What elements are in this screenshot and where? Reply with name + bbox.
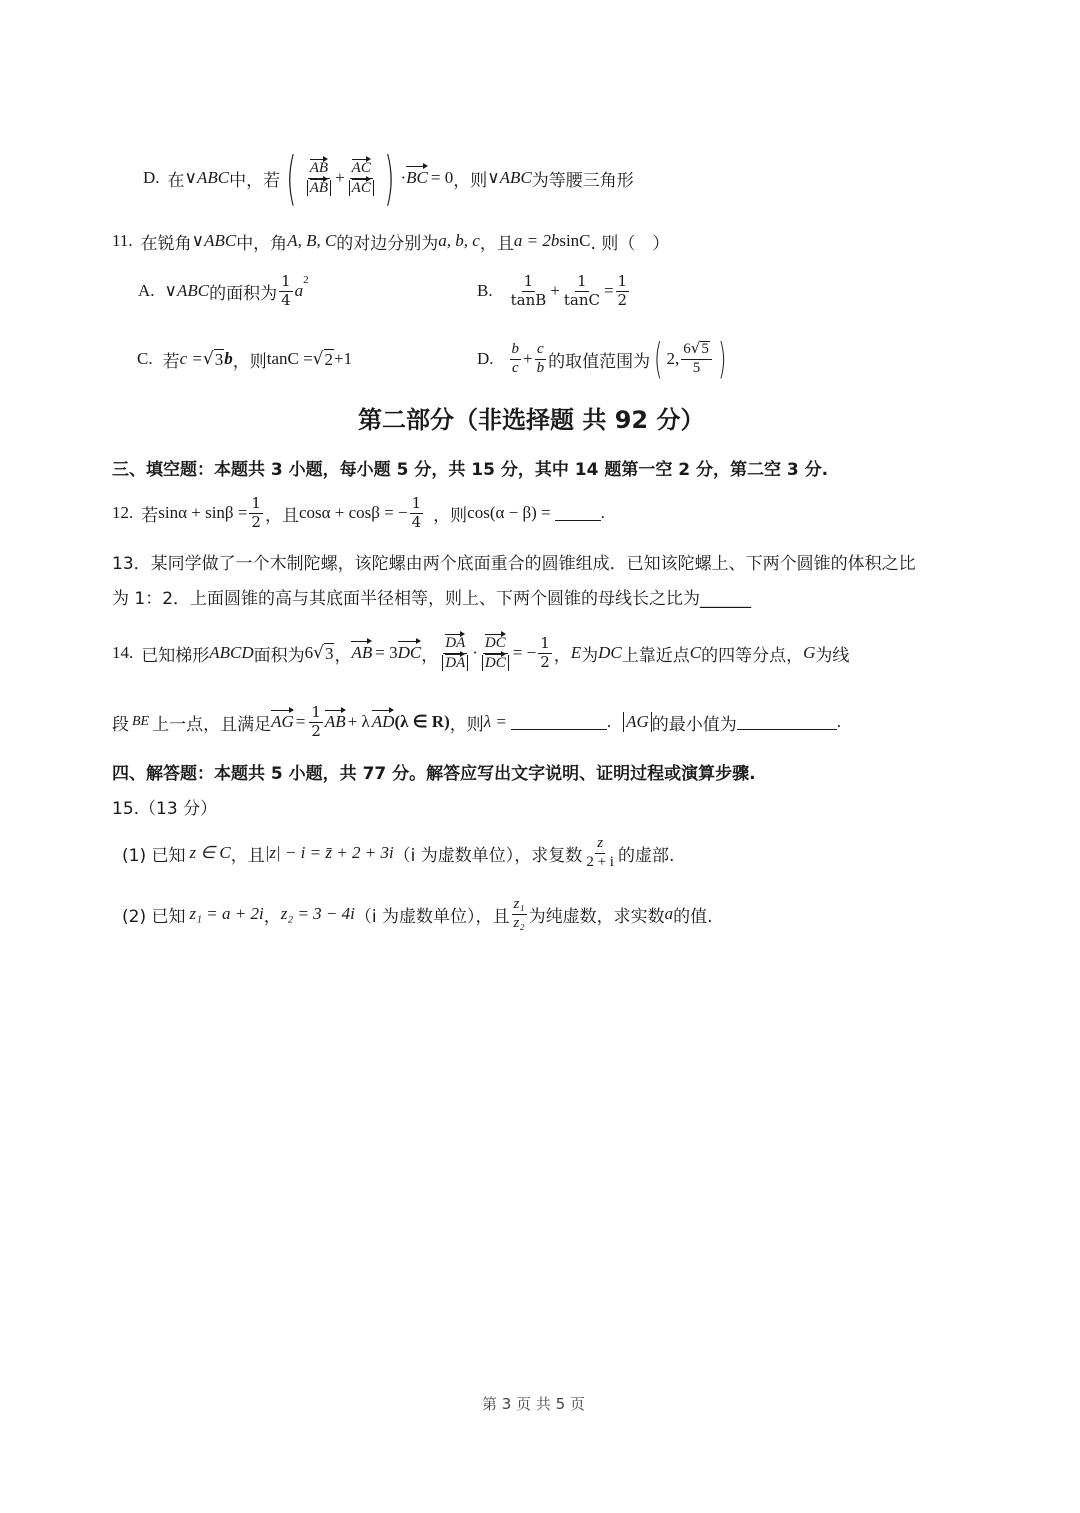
- fraction-ab: [305, 160, 333, 197]
- denominator: tanC: [563, 290, 600, 309]
- q11-option-d: [477, 330, 730, 388]
- numerator: 1: [411, 493, 422, 512]
- text: 为: [581, 645, 599, 666]
- q15-part2: [122, 890, 713, 938]
- text: （i 为虚数单位），且: [354, 906, 510, 927]
- numerator: 1: [281, 271, 291, 290]
- q11-option-a: [138, 268, 309, 314]
- vector-ag: AG: [271, 712, 294, 731]
- denominator: 5: [692, 360, 701, 376]
- equals: =: [295, 712, 306, 731]
- part-label: (1) 已知: [122, 845, 186, 866]
- q13-line2: 为 1：2．上面圆锥的高与其底面半径相等，则上、下两个圆锥的母线长之比为______: [112, 588, 752, 609]
- z-in-c: z ∈ C: [189, 843, 231, 862]
- denominator: c: [511, 359, 519, 376]
- text: 若: [162, 351, 180, 372]
- text: . 则（ ）: [590, 233, 670, 254]
- fraction-z1-z2: [512, 897, 527, 932]
- interval-start: 2,: [666, 349, 680, 368]
- q11-stem: [112, 228, 669, 254]
- triangle-symbol: ∨: [184, 168, 197, 187]
- radicand: 3: [324, 643, 334, 663]
- plus: +: [550, 281, 560, 300]
- denominator: b: [536, 359, 545, 376]
- vector-dc: DC: [397, 643, 422, 662]
- numerator: 1: [251, 493, 261, 512]
- point-e: E: [570, 643, 582, 662]
- text: ，且: [264, 505, 299, 526]
- option-label: D.: [143, 168, 160, 187]
- fraction-1-tanb: [509, 271, 549, 309]
- option-label: A.: [138, 281, 155, 300]
- comma: ，: [334, 645, 352, 666]
- vector-bc: BC: [406, 168, 428, 187]
- q12: [112, 490, 605, 536]
- q14-line1: [112, 623, 849, 683]
- plus-lambda: + λ: [347, 712, 370, 731]
- equation: |z| − i = z̄ + 2 + 3i: [264, 843, 394, 862]
- denominator: 4: [281, 290, 291, 309]
- text: 的虚部.: [617, 845, 675, 866]
- vector-ac-abs: AC: [351, 179, 371, 196]
- plus-one: +1: [334, 349, 353, 368]
- triangle-name: ABC: [196, 168, 230, 187]
- area-coef: 6: [304, 643, 314, 662]
- sqrt-2: √ 2: [312, 348, 334, 369]
- exponent: 2: [303, 274, 309, 286]
- fraction-half: [616, 271, 630, 309]
- plus: +: [523, 349, 533, 368]
- page-footer: 第 3 页 共 5 页: [482, 1395, 585, 1413]
- equals: =: [603, 281, 614, 300]
- text: （i 为虚数单位），求复数: [393, 845, 583, 866]
- radicand: 5: [701, 341, 709, 358]
- triangle-name: ABC: [499, 168, 532, 187]
- part-label: (2) 已知: [122, 906, 186, 927]
- sqrt-3: √ 3: [313, 642, 334, 663]
- option-label: B.: [477, 281, 493, 300]
- trapezoid-name: ABCD: [209, 643, 254, 662]
- point-g: G: [803, 643, 816, 662]
- vector-ad: AD: [371, 712, 395, 731]
- vector-dc: DC: [484, 634, 506, 651]
- text: 面积为: [253, 645, 305, 666]
- numerator: 1: [577, 271, 587, 290]
- numerator: 1: [311, 702, 321, 721]
- equals-negative: = −: [512, 643, 537, 662]
- left-paren: (: [654, 334, 663, 383]
- text: ，则: [433, 505, 468, 526]
- dot: ·: [400, 168, 407, 187]
- text: 在锐角: [140, 233, 192, 254]
- var-a: a: [664, 904, 674, 923]
- denominator: 2: [251, 512, 261, 531]
- fraction-1-tanc: [562, 271, 602, 309]
- q14-line2: [112, 698, 841, 746]
- right-paren: ): [717, 334, 727, 383]
- vector-ab: AB: [324, 712, 346, 731]
- text: ，则: [232, 351, 267, 372]
- text: 上一点，且满足: [152, 714, 272, 735]
- text: 为纯虚数，求实数: [528, 906, 665, 927]
- text: 的四等分点，: [701, 645, 804, 666]
- angles: A, B, C: [287, 231, 337, 250]
- fraction-half: [309, 702, 323, 740]
- abs-ag: AG: [626, 712, 649, 731]
- equals-zero: = 0: [430, 168, 454, 187]
- text: 中，角: [236, 233, 288, 254]
- condition: a = 2b: [513, 231, 560, 250]
- numerator: b: [510, 342, 522, 360]
- numerator: c: [535, 342, 546, 360]
- period: .: [606, 712, 612, 731]
- section4-header: 四、解答题：本题共 5 小题，共 77 分。解答应写出文字说明、证明过程或演算步骤.: [112, 764, 756, 784]
- comma: ，: [553, 645, 571, 666]
- denominator: 2: [617, 290, 628, 309]
- equals-three: = 3: [375, 643, 398, 662]
- z2: z₂ = 3 − 4i: [280, 904, 355, 923]
- denominator: z₂: [513, 914, 525, 931]
- text: 为等腰三角形: [531, 170, 634, 191]
- denominator: 2 + i: [586, 853, 614, 870]
- q11-option-b: [477, 266, 631, 316]
- c-equals: c =: [179, 349, 203, 368]
- triangle-name: ABC: [204, 231, 237, 250]
- sides: a, b, c: [438, 231, 480, 250]
- text: 的值.: [673, 906, 713, 927]
- comma: ，: [263, 906, 281, 927]
- segment-dc: DC: [598, 643, 622, 662]
- right-paren: ): [384, 144, 395, 212]
- plus: +: [335, 168, 345, 187]
- sqrt-3: √ 3: [202, 348, 224, 369]
- z1: z₁ = a + 2i: [189, 904, 264, 923]
- fraction-z-2i: [584, 836, 616, 871]
- answer-blank-1: [511, 715, 607, 730]
- denominator: 2: [311, 721, 321, 740]
- var-b: b: [224, 349, 233, 368]
- numerator: 1: [540, 633, 550, 652]
- triangle-symbol: ∨: [191, 231, 205, 250]
- q13-line1: 13．某同学做了一个木制陀螺，该陀螺由两个底面重合的圆锥组成．已知该陀螺上、下两个圆锥的体积之比: [112, 553, 916, 574]
- lambda-equals: λ =: [483, 712, 507, 731]
- text: ，且: [230, 845, 265, 866]
- numerator: z: [595, 836, 605, 854]
- option-label: D.: [477, 349, 494, 368]
- vector-da: DA: [445, 634, 466, 651]
- option-label: C.: [137, 349, 153, 368]
- text: 为线: [815, 645, 850, 666]
- expr-sin: sinα + sinβ =: [158, 503, 248, 522]
- fraction-6sqrt5-5: 6 √ 5 5: [681, 341, 712, 377]
- text: 中，若: [229, 170, 281, 191]
- vector-ac: AC: [351, 159, 371, 176]
- fraction-c-b: [535, 342, 547, 377]
- text: 的最小值为: [651, 714, 737, 735]
- text: 的面积为: [209, 283, 278, 304]
- answer-blank: [555, 506, 601, 521]
- left-paren: (: [286, 144, 297, 212]
- segment-be: BE: [132, 714, 150, 729]
- fraction-half: [538, 633, 552, 671]
- q10-option-d: [143, 142, 634, 214]
- question-number: 11.: [112, 231, 133, 250]
- var-a: a: [294, 281, 304, 300]
- vector-ab: AB: [309, 159, 329, 176]
- question-number: 14.: [112, 643, 134, 662]
- triangle-name: ABC: [176, 281, 210, 300]
- vector-ab-abs: AB: [309, 179, 329, 196]
- fraction-ac: [347, 160, 376, 197]
- denominator: 2: [540, 652, 550, 671]
- question-number: 12.: [112, 503, 134, 522]
- radicand: 3: [214, 349, 224, 369]
- period: .: [836, 712, 841, 731]
- tan-c: tanC =: [266, 349, 313, 368]
- text: 在: [167, 170, 185, 191]
- fraction-quarter: [279, 271, 293, 309]
- text: ，且: [479, 233, 514, 254]
- triangle-symbol: ∨: [164, 281, 177, 300]
- fraction-da: [440, 635, 470, 672]
- section3-header: 三、填空题：本题共 3 小题，每小题 5 分，共 15 分，其中 14 题第一空 2 分，第二空 3 分.: [112, 460, 829, 480]
- expr-cos: cosα + cosβ = −: [298, 503, 408, 522]
- radicand: 2: [324, 349, 334, 369]
- text: 的取值范围为: [548, 351, 651, 372]
- vector-ab: AB: [351, 643, 373, 662]
- fraction-b-c: [510, 342, 522, 377]
- point-c: C: [689, 643, 702, 662]
- q15-part1: [122, 830, 674, 876]
- numerator: 1: [523, 271, 534, 290]
- fraction-dc: [480, 635, 511, 672]
- answer-blank-2: [737, 715, 837, 730]
- vector-dc-abs: DC: [484, 654, 506, 671]
- fraction-half: [249, 493, 263, 531]
- part2-title: 第二部分（非选择题 共 92 分）: [358, 406, 705, 434]
- numerator: z₁: [512, 897, 527, 915]
- triangle-symbol: ∨: [487, 168, 500, 187]
- period: .: [600, 503, 605, 522]
- coefficient: 6: [683, 341, 691, 358]
- denominator: tanB: [510, 290, 547, 309]
- text: 的对边分别为: [336, 233, 439, 254]
- q15-head: 15.（13 分）: [112, 798, 218, 819]
- fraction-quarter: [410, 493, 424, 531]
- q11-option-c: [137, 344, 352, 374]
- dot: ·: [472, 643, 478, 662]
- text: 已知梯形: [141, 645, 210, 666]
- text: ，则: [453, 170, 488, 191]
- text: 段: [112, 714, 129, 735]
- lambda-in-r: (λ ∈ R): [394, 712, 450, 731]
- sin-c: sinC: [559, 231, 591, 250]
- text: ，则: [449, 714, 484, 735]
- vector-da-abs: DA: [445, 654, 466, 671]
- text: 上靠近点: [621, 645, 690, 666]
- comma: ，: [421, 645, 439, 666]
- text: 若: [141, 505, 159, 526]
- numerator: 1: [617, 271, 628, 290]
- denominator: 4: [411, 512, 422, 531]
- expr-cos-diff: cos(α − β) =: [467, 503, 551, 522]
